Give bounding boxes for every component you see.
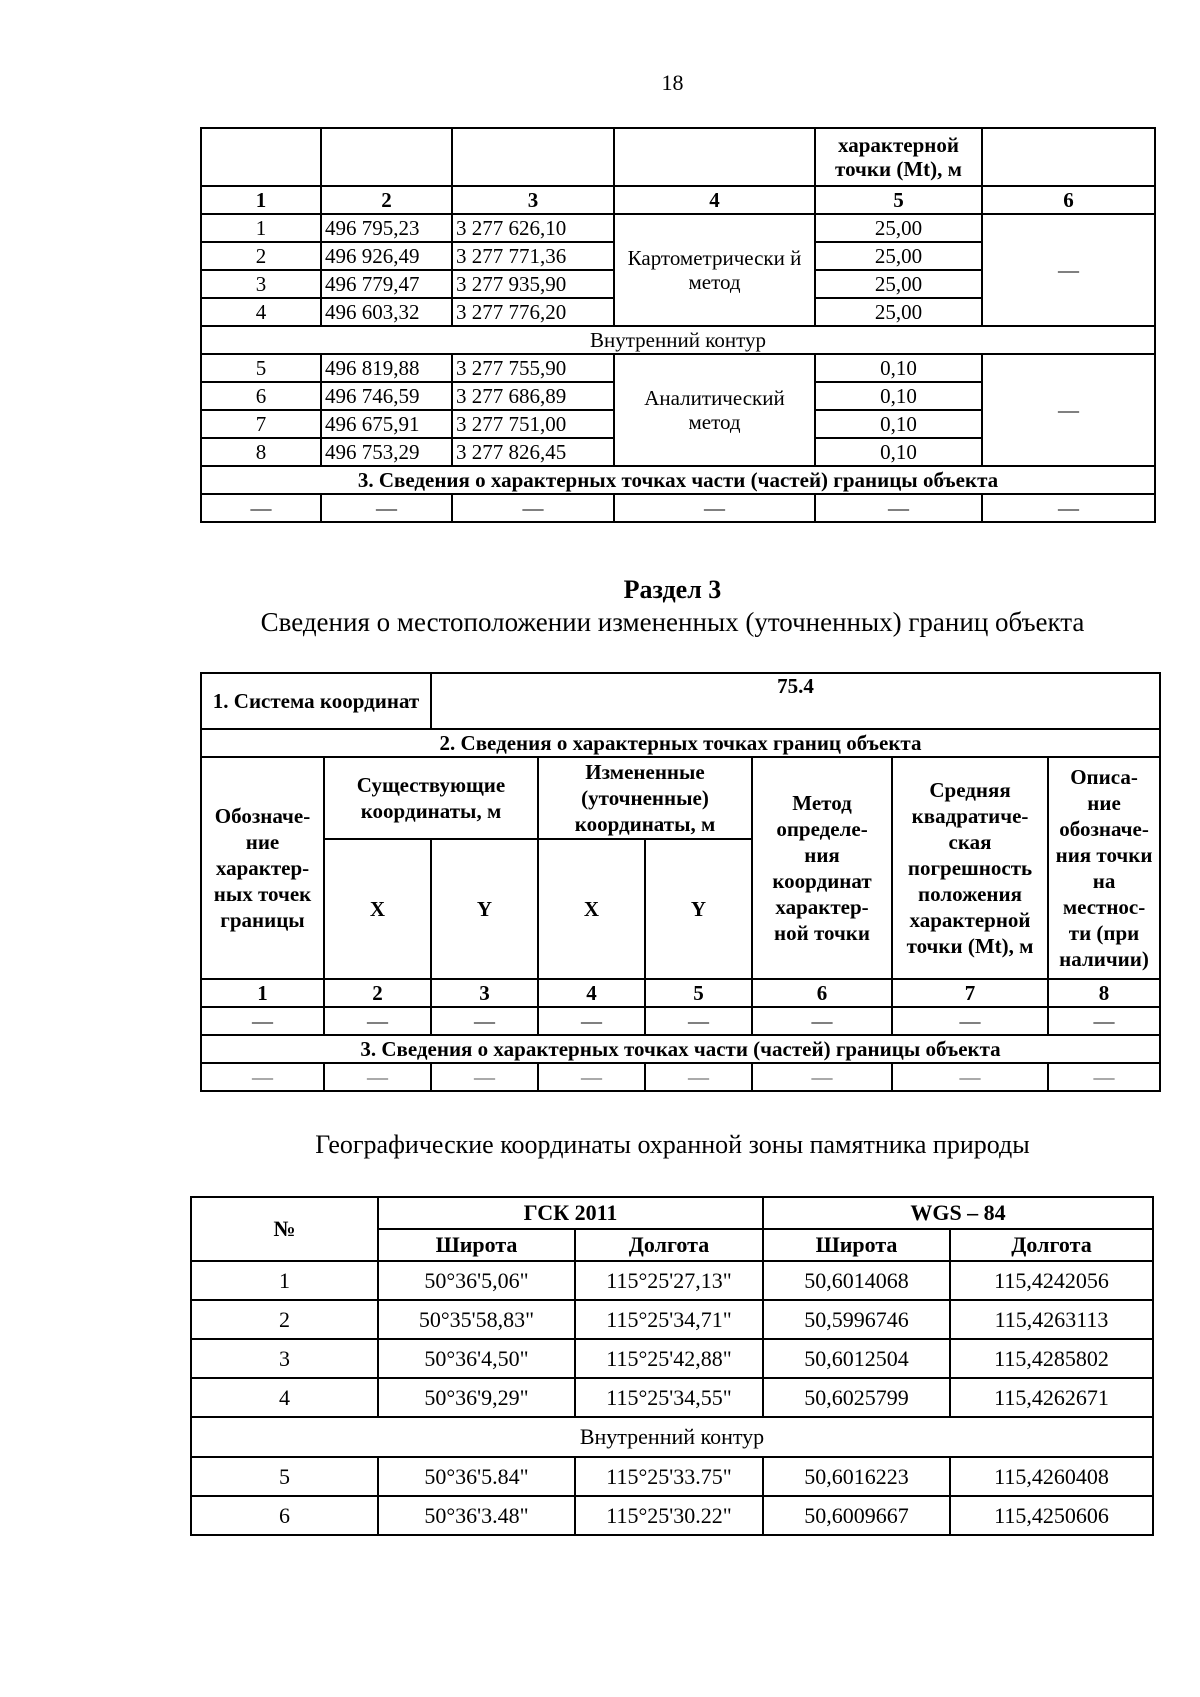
header-cell xyxy=(321,128,452,186)
column-number: 4 xyxy=(614,186,815,214)
inner-contour-row xyxy=(201,326,1155,354)
table-row xyxy=(191,1496,1153,1535)
gsk-longitude: 115°25'34,71" xyxy=(575,1300,763,1339)
mt-value: 0,10 xyxy=(815,410,982,438)
column-number: 5 xyxy=(815,186,982,214)
wgs-longitude: 115,4250606 xyxy=(950,1496,1153,1535)
point-number: 4 xyxy=(201,298,321,326)
gsk-latitude: 50°36'5,06" xyxy=(378,1261,575,1300)
table-row xyxy=(201,1063,1160,1091)
coord-x: 496 746,59 xyxy=(321,382,452,410)
dash-cell: — xyxy=(201,1063,324,1091)
gsk-longitude: 115°25'33.75" xyxy=(575,1457,763,1496)
point-number: 5 xyxy=(201,354,321,382)
subheader-y: Y xyxy=(431,839,538,979)
header-designation: Обозначе- ние характер- ных точек границы xyxy=(201,757,324,979)
point-number: 6 xyxy=(191,1496,378,1535)
dash-cell: — xyxy=(431,1007,538,1035)
dash-cell: — xyxy=(752,1007,892,1035)
coord-y: 3 277 826,45 xyxy=(452,438,614,466)
column-number: 6 xyxy=(752,979,892,1007)
coord-y: 3 277 755,90 xyxy=(452,354,614,382)
geo-title: Географические координаты охранной зоны памятника природы xyxy=(315,1130,1030,1159)
column-number: 6 xyxy=(982,186,1155,214)
dash-cell: — xyxy=(201,494,321,522)
mt-value: 25,00 xyxy=(815,214,982,242)
point-number: 1 xyxy=(201,214,321,242)
column-number: 3 xyxy=(452,186,614,214)
coord-x: 496 779,47 xyxy=(321,270,452,298)
header-number: № xyxy=(191,1197,378,1261)
coord-y: 3 277 626,10 xyxy=(452,214,614,242)
column-number: 8 xyxy=(1048,979,1160,1007)
header-cell xyxy=(452,128,614,186)
table-row xyxy=(191,1378,1153,1417)
header-error: Средняя квадратиче- ская погрешность положения характерной точки (Mt), м xyxy=(892,757,1048,979)
header-longitude: Долгота xyxy=(950,1229,1153,1261)
table-row xyxy=(191,1339,1153,1378)
part-heading-row xyxy=(201,1035,1160,1063)
gsk-longitude: 115°25'30.22" xyxy=(575,1496,763,1535)
column-numbers-row xyxy=(201,186,1155,214)
point-number: 1 xyxy=(191,1261,378,1300)
inner-contour-row xyxy=(191,1417,1153,1457)
dash-cell: — xyxy=(321,494,452,522)
table-row xyxy=(191,1261,1153,1300)
gsk-latitude: 50°36'4,50" xyxy=(378,1339,575,1378)
dash-cell: — xyxy=(1048,1063,1160,1091)
wgs-longitude: 115,4262671 xyxy=(950,1378,1153,1417)
coord-y: 3 277 935,90 xyxy=(452,270,614,298)
mt-value: 25,00 xyxy=(815,242,982,270)
description-cell: — xyxy=(982,214,1155,326)
wgs-latitude: 50,6025799 xyxy=(763,1378,950,1417)
dash-cell: — xyxy=(324,1063,431,1091)
column-number: 2 xyxy=(321,186,452,214)
coordinate-system-row xyxy=(201,673,1160,729)
method-cell: Картометрически й метод xyxy=(614,214,815,326)
dash-cell: — xyxy=(982,494,1155,522)
gsk-longitude: 115°25'27,13" xyxy=(575,1261,763,1300)
wgs-latitude: 50,6016223 xyxy=(763,1457,950,1496)
table-row xyxy=(201,494,1155,522)
point-number: 3 xyxy=(201,270,321,298)
coordinate-system-label: 1. Система координат xyxy=(201,673,431,729)
column-number: 1 xyxy=(201,186,321,214)
point-number: 3 xyxy=(191,1339,378,1378)
dash-cell: — xyxy=(645,1063,752,1091)
table-row xyxy=(201,214,1155,242)
mt-value: 25,00 xyxy=(815,270,982,298)
table-header-row xyxy=(201,128,1155,186)
dash-cell: — xyxy=(645,1007,752,1035)
inner-contour-label: Внутренний контур xyxy=(191,1417,1153,1457)
column-numbers-row xyxy=(201,979,1160,1007)
dash-cell: — xyxy=(538,1007,645,1035)
header-longitude: Долгота xyxy=(575,1229,763,1261)
gsk-longitude: 115°25'42,88" xyxy=(575,1339,763,1378)
table-row xyxy=(191,1457,1153,1496)
subheader-y: Y xyxy=(645,839,752,979)
header-cell xyxy=(201,128,321,186)
header-method: Метод определе- ния координат характер- ной точки xyxy=(752,757,892,979)
wgs-latitude: 50,6009667 xyxy=(763,1496,950,1535)
method-cell: Аналитический метод xyxy=(614,354,815,466)
point-number: 7 xyxy=(201,410,321,438)
coord-x: 496 926,49 xyxy=(321,242,452,270)
table-row xyxy=(191,1300,1153,1339)
wgs-longitude: 115,4242056 xyxy=(950,1261,1153,1300)
header-changed-coords: Измененные (уточненные) координаты, м xyxy=(538,757,752,839)
boundary-points-table xyxy=(200,127,1156,523)
coord-x: 496 603,32 xyxy=(321,298,452,326)
gsk-latitude: 50°36'5.84" xyxy=(378,1457,575,1496)
column-number: 7 xyxy=(892,979,1048,1007)
gsk-longitude: 115°25'34,55" xyxy=(575,1378,763,1417)
section-subtitle: Сведения о местоположении измененных (уточненных) границ объекта xyxy=(260,607,1085,637)
wgs-latitude: 50,5996746 xyxy=(763,1300,950,1339)
wgs-latitude: 50,6012504 xyxy=(763,1339,950,1378)
table-header-row xyxy=(201,757,1160,839)
column-number: 5 xyxy=(645,979,752,1007)
dash-cell: — xyxy=(538,1063,645,1091)
coord-y: 3 277 771,36 xyxy=(452,242,614,270)
point-number: 5 xyxy=(191,1457,378,1496)
subheader-x: X xyxy=(538,839,645,979)
wgs-longitude: 115,4285802 xyxy=(950,1339,1153,1378)
inner-contour-label: Внутренний контур xyxy=(201,326,1155,354)
mt-value: 25,00 xyxy=(815,298,982,326)
coord-x: 496 819,88 xyxy=(321,354,452,382)
header-existing-coords: Существующие координаты, м xyxy=(324,757,538,839)
coord-x: 496 753,29 xyxy=(321,438,452,466)
mt-value: 0,10 xyxy=(815,438,982,466)
point-number: 2 xyxy=(191,1300,378,1339)
dash-cell: — xyxy=(815,494,982,522)
table-row xyxy=(201,1007,1160,1035)
dash-cell: — xyxy=(431,1063,538,1091)
table-row xyxy=(201,354,1155,382)
dash-cell: — xyxy=(452,494,614,522)
column-number: 2 xyxy=(324,979,431,1007)
header-cell xyxy=(614,128,815,186)
point-number: 8 xyxy=(201,438,321,466)
geo-coordinates-table xyxy=(190,1196,1154,1536)
header-cell xyxy=(982,128,1155,186)
page-number: 18 xyxy=(661,70,684,95)
section-title: Раздел 3 xyxy=(623,575,722,604)
header-latitude: Широта xyxy=(763,1229,950,1261)
dash-cell: — xyxy=(1048,1007,1160,1035)
header-gsk: ГСК 2011 xyxy=(378,1197,763,1229)
point-number: 2 xyxy=(201,242,321,270)
part-heading: 3. Сведения о характерных точках части (частей) границы объекта xyxy=(201,1035,1160,1063)
coord-y: 3 277 751,00 xyxy=(452,410,614,438)
gsk-latitude: 50°35'58,83" xyxy=(378,1300,575,1339)
changed-boundaries-table xyxy=(200,672,1161,1092)
header-latitude: Широта xyxy=(378,1229,575,1261)
dash-cell: — xyxy=(752,1063,892,1091)
gsk-latitude: 50°36'9,29" xyxy=(378,1378,575,1417)
dash-cell: — xyxy=(892,1063,1048,1091)
coord-y: 3 277 686,89 xyxy=(452,382,614,410)
part-heading: 3. Сведения о характерных точках части (частей) границы объекта xyxy=(201,466,1155,494)
subheader-x: X xyxy=(324,839,431,979)
column-number: 4 xyxy=(538,979,645,1007)
description-cell: — xyxy=(982,354,1155,466)
dash-cell: — xyxy=(324,1007,431,1035)
table-header-row xyxy=(191,1197,1153,1229)
point-number: 4 xyxy=(191,1378,378,1417)
column-number: 3 xyxy=(431,979,538,1007)
header-description: Описа- ние обозначе- ния точки на местнос- ти (при наличии) xyxy=(1048,757,1160,979)
points-heading: 2. Сведения о характерных точках границ объекта xyxy=(201,729,1160,757)
wgs-longitude: 115,4263113 xyxy=(950,1300,1153,1339)
mt-value: 0,10 xyxy=(815,382,982,410)
point-number: 6 xyxy=(201,382,321,410)
coord-x: 496 675,91 xyxy=(321,410,452,438)
part-heading-row xyxy=(201,466,1155,494)
dash-cell: — xyxy=(201,1007,324,1035)
mt-value: 0,10 xyxy=(815,354,982,382)
coord-y: 3 277 776,20 xyxy=(452,298,614,326)
coord-x: 496 795,23 xyxy=(321,214,452,242)
gsk-latitude: 50°36'3.48" xyxy=(378,1496,575,1535)
wgs-latitude: 50,6014068 xyxy=(763,1261,950,1300)
header-wgs: WGS – 84 xyxy=(763,1197,1153,1229)
wgs-longitude: 115,4260408 xyxy=(950,1457,1153,1496)
header-cell-mt: характерной точки (Mt), м xyxy=(815,128,982,186)
dash-cell: — xyxy=(614,494,815,522)
points-heading-row xyxy=(201,729,1160,757)
dash-cell: — xyxy=(892,1007,1048,1035)
column-number: 1 xyxy=(201,979,324,1007)
coordinate-system-value: 75.4 xyxy=(431,673,1160,729)
